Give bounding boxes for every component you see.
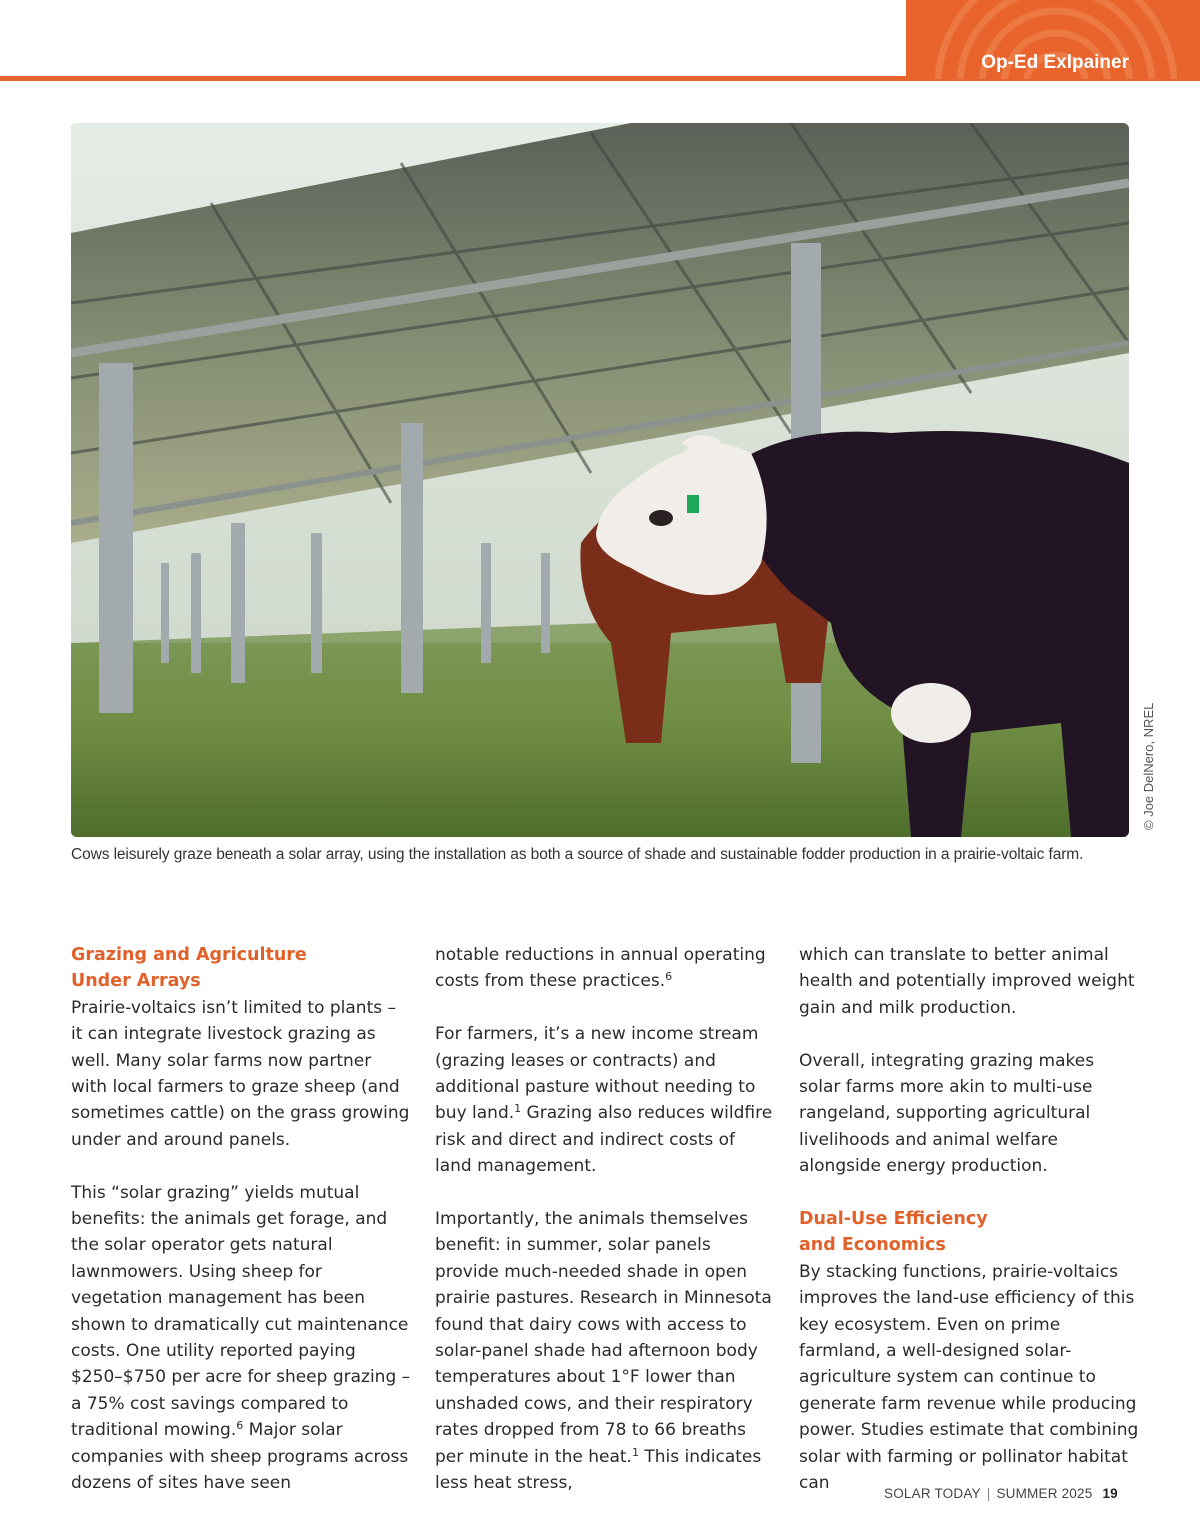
page-footer [884,1486,1118,1501]
paragraph: Prairie-voltaics isn’t limited to plants – it can integrate livestock grazing as well. Many solar farms now partner with local farmers to graze sheep (and sometimes cattle) on the grass growing under and around panels. [71,997,410,1150]
paragraph: Overall, integrating grazing makes solar farms more akin to multi-use rangeland, supporting agricultural livelihoods and animal welfare alongside energy production. [799,1050,1095,1177]
footer-separator: | [986,1486,991,1501]
footnote-ref: 1 [631,1445,639,1459]
magazine-name: SOLAR TODAY [884,1486,981,1501]
footnote-ref: 1 [514,1102,522,1116]
issue-date: SUMMER 2025 [996,1486,1093,1501]
footnote-ref: 6 [665,970,673,984]
article-column-2 [435,942,775,1523]
paragraph: This “solar grazing” yields mutual benefits: the animals get forage, and the solar operator gets natural lawnmowers. Using sheep for vegetation management has been shown to dramatically cut maintenance costs. One utility reported paying $250–$750 per acre for sheep grazing – a 75% cost savings compared to traditional mowing.$^6$ Major solar companies with sheep programs across dozens of sites have seen [71,1182,411,1494]
paragraph: which can translate to better animal health and potentially improved weight gain and milk production. [799,945,1135,1018]
hero-photo [71,123,1129,837]
article-column-1 [71,942,411,1523]
footnote-ref: 6 [236,1419,244,1433]
paragraph: notable reductions in annual operating costs from these practices.$^6$ [435,945,766,992]
section-heading-grazing: Grazing and Agriculture Under Arrays [71,945,307,992]
section-tab [906,0,1200,79]
paragraph: Importantly, the animals themselves benefit: in summer, solar panels provide much-needed shade in open prairie pastures. Research in Minnesota found that dairy cows with access to solar-panel shade had afternoon body temperatures about 1°F lower than unshaded cows, and their respiratory rates dropped from 78 to 66 breaths per minute in the heat.$^1$ This indicates less heat stress, [435,1209,772,1494]
article-column-3 [799,942,1139,1523]
paragraph: For farmers, it’s a new income stream (grazing leases or contracts) and additional pasture without needing to buy land.$^1$ Grazing also reduces wildfire risk and direct and indirect costs of land management. [435,1024,773,1177]
page-number: 19 [1102,1486,1118,1501]
section-label: Op-Ed Exlpainer [981,52,1129,73]
paragraph: By stacking functions, prairie-voltaics improves the land-use efficiency of this key ecosystem. Even on prime farmland, a well-designed solar-agriculture system can continue to generate farm revenue while producing power. Studies estimate that combining solar with farming or pollinator habitat can [799,1261,1139,1494]
section-heading-dual-use: Dual-Use Efficiency and Economics [799,1209,988,1256]
photo-credit: © Joe DelNero, NREL [1141,702,1156,830]
photo-caption: Cows leisurely graze beneath a solar array, using the installation as both a source of shade and sustainable fodder production in a prairie-voltaic farm. [71,846,1084,863]
